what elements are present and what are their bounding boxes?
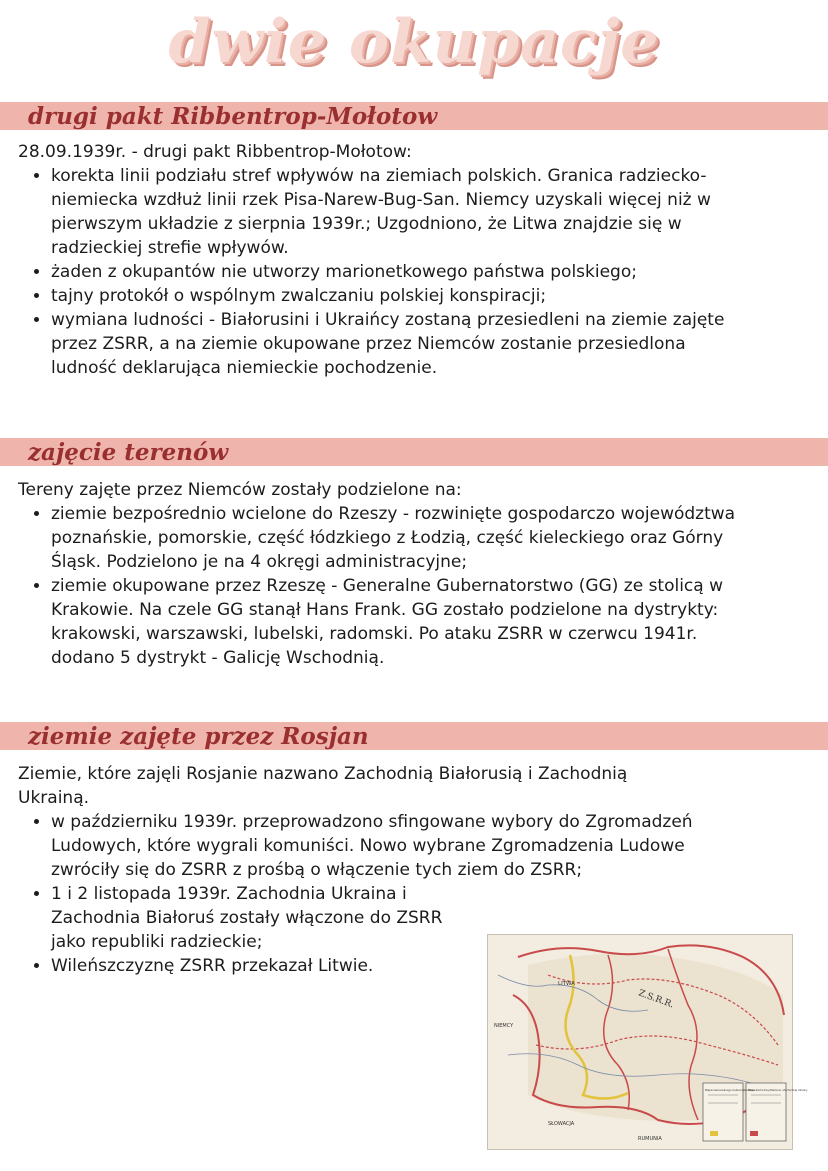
bullet-list: [18, 164, 818, 380]
section-intro: Ziemie, które zajęli Rosjanie nazwano Zachodnią Białorusią i Zachodnią Ukrainą.: [18, 764, 628, 808]
map-label: SŁOWACJA: [548, 1121, 575, 1127]
section-heading-band: [0, 438, 828, 466]
list-item: • ziemie bezpośrednio wcielone do Rzeszy - rozwinięte gospodarczo województwa poznańskie, pomorskie, część łódzkiego z Łodzią, część kieleckiego oraz Górny Śląsk. Podzielono je na 4 okręgi administracyjne;: [51, 502, 741, 574]
list-item: • w październiku 1939r. przeprowadzono sfingowane wybory do Zgromadzeń Ludowych, które wygrali komuniści. Nowo wybrane Zgromadzenia Ludowe zwróciły się do ZSRR z prośbą o włączenie tych ziem do ZSRR;: [51, 810, 741, 882]
section-pakt: [18, 140, 818, 380]
section-zajecie: [18, 478, 818, 670]
page-title: dwie okupacje: [168, 7, 660, 77]
map-label: LITWA: [558, 981, 575, 987]
list-item: • korekta linii podziału stref wpływów na ziemiach polskich. Granica radziecko-niemiecka wzdłuż linii rzek Pisa-Narew-Bug-San. Niemcy uzyskali więcej niż w pierwszym układzie z sierpnia 1939r.; Uzgodniono, że Litwa znajdzie się w radzieckiej strefie wpływów.: [51, 164, 741, 260]
list-item: • wymiana ludności - Białorusini i Ukraińcy zostaną przesiedleni na ziemie zajęte przez ZSRR, a na ziemie okupowane przez Niemców zostanie przesiedlona ludność deklarująca niemieckie pochodzenie.: [51, 308, 741, 380]
map-label: NIEMCY: [494, 1023, 514, 1029]
section-heading: ziemie zajęte przez Rosjan: [28, 723, 369, 750]
section-heading-band: [0, 722, 828, 750]
map-label: Z.S.R.R.: [636, 988, 676, 1011]
bullet-list: [18, 502, 818, 670]
occupation-map: [487, 934, 808, 1150]
list-item: • ziemie okupowane przez Rzeszę - Generalne Gubernatorstwo (GG) ze stolicą w Krakowie. Na czele GG stanął Hans Frank. GG zostało podzielone na dystrykty: krakowski, warszawski, lubelski, radomski. Po ataku ZSRR w czerwcu 1941r. dodano 5 dystrykt - Galicję Wschodnią.: [51, 574, 751, 670]
list-item: • żaden z okupantów nie utworzy marionetkowego państwa polskiego;: [51, 260, 651, 284]
list-item: • tajny protokół o wspólnym zwalczaniu polskiej konspiracji;: [51, 284, 818, 308]
section-intro: 28.09.1939r. - drugi pakt Ribbentrop-Mołotow:: [18, 142, 412, 162]
section-heading: drugi pakt Ribbentrop-Mołotow: [28, 103, 438, 130]
section-heading-band: [0, 102, 828, 130]
map-legend-label: Mapa Zachodniej Białorusi i Zachodniej Ukrainy: [748, 1089, 808, 1092]
map-label: RUMUNIA: [638, 1136, 662, 1142]
map-legend-label: Mapa Generalnego Gubernatorstwa: [705, 1088, 755, 1092]
list-item: • 1 i 2 listopada 1939r. Zachodnia Ukraina i Zachodnia Białoruś zostały włączone do ZSRR jako republiki radzieckie;: [51, 882, 471, 954]
section-intro: Tereny zajęte przez Niemców zostały podzielone na:: [18, 480, 462, 500]
list-item: • Wileńszczyznę ZSRR przekazał Litwie.: [51, 954, 818, 978]
section-heading: zajęcie terenów: [28, 439, 229, 466]
map-drawing: [488, 935, 808, 1149]
